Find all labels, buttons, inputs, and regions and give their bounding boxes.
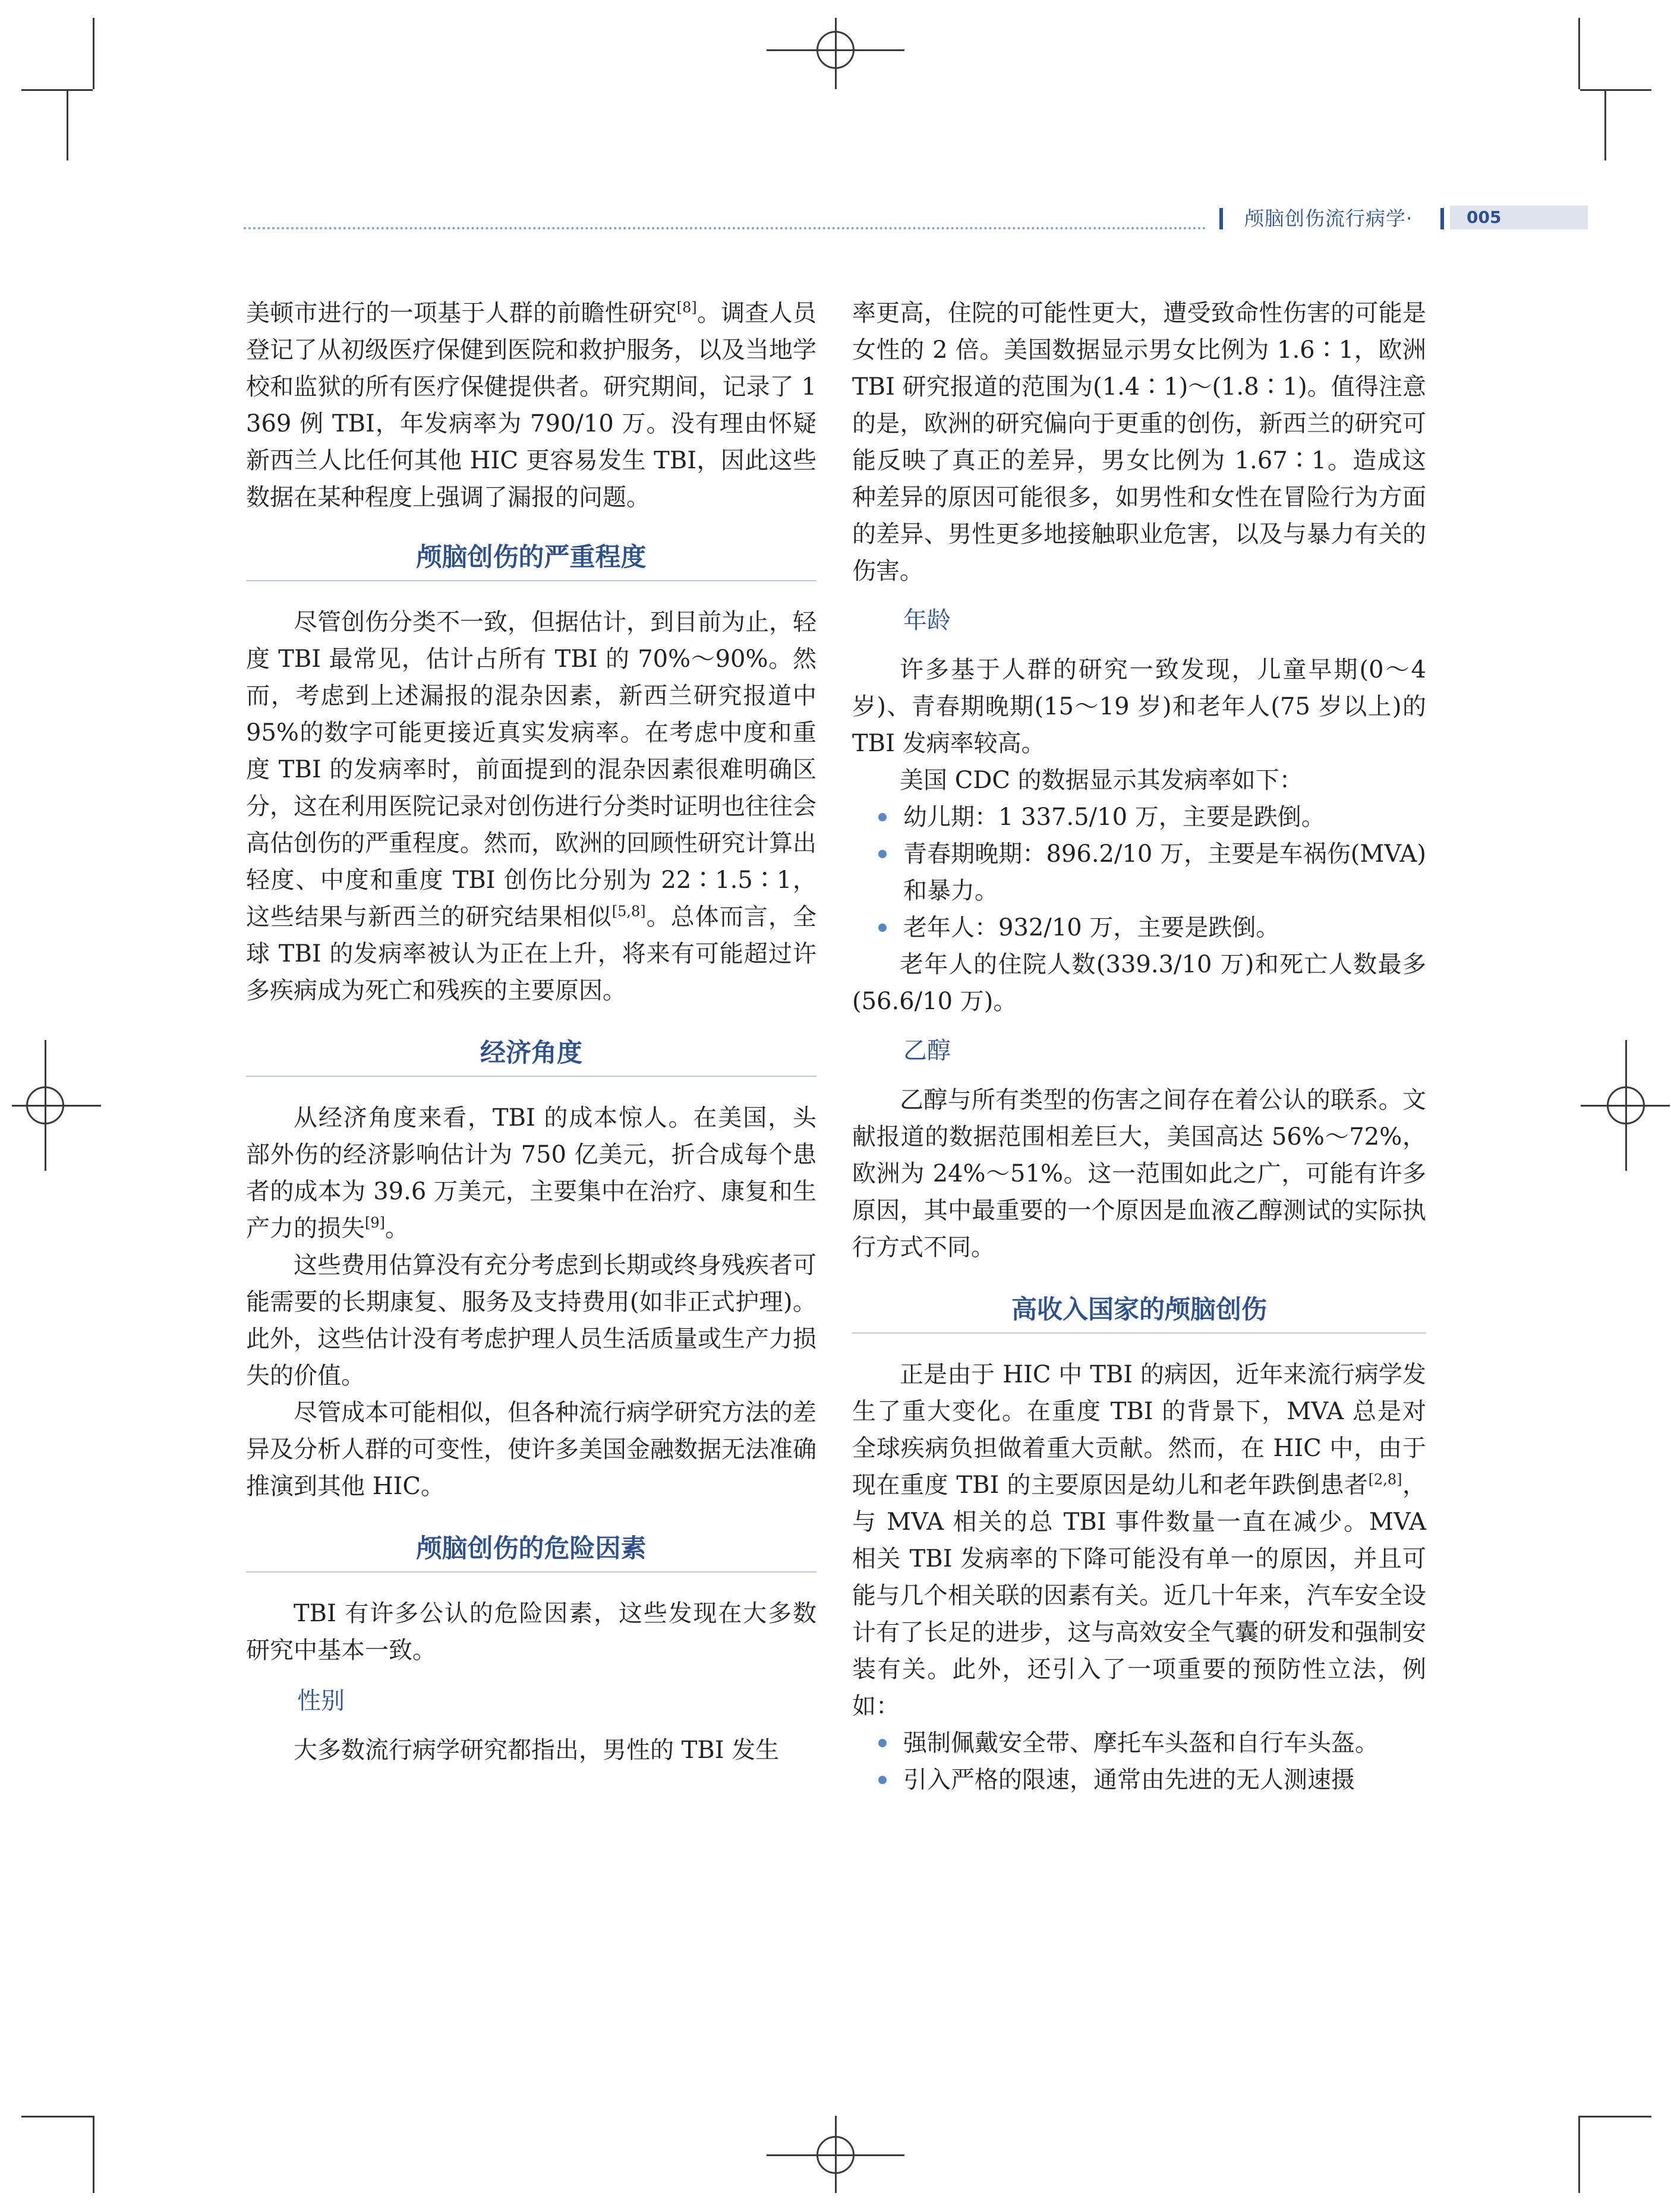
heading-severity: 颅脑创伤的严重程度 [246, 540, 816, 581]
registration-mark [835, 2116, 837, 2193]
subheading-ethanol: 乙醇 [903, 1037, 951, 1064]
list-item: 幼儿期：1 337.5/10 万，主要是跌倒。 [852, 799, 1426, 836]
crop-mark [93, 18, 94, 89]
citation: [8] [676, 299, 697, 316]
heading-risk-factors: 颅脑创伤的危险因素 [246, 1531, 816, 1573]
registration-mark [835, 18, 837, 89]
paragraph-intro-continued: 美顿市进行的一项基于人群的前瞻性研究[8]。调查人员登记了从初级医疗保健到医院和救护服务，以及当地学校和监狱的所有医疗保健提供者。研究期间，记录了 1 369 例 TBI，年发病率为 790/10 万。没有理由怀疑新西兰人比任何其他 HIC 更容易发生 TBI，因此这些数据在某种程度上强调了漏报的问题。 [246, 299, 817, 511]
citation: [2,8] [1368, 1471, 1402, 1488]
heading-economic: 经济角度 [246, 1035, 816, 1077]
list-item: 老年人：932/10 万，主要是跌倒。 [852, 909, 1426, 946]
left-column [246, 295, 816, 1769]
citation: [5,8] [611, 903, 646, 920]
crop-mark [1580, 2116, 1651, 2118]
age-incidence-list [852, 799, 1426, 946]
citation: [9] [365, 1214, 385, 1231]
paragraph-gender: 大多数流行病学研究都指出，男性的 TBI 发生 [294, 1737, 780, 1764]
crop-mark [67, 89, 68, 160]
header-dotted-rule [244, 227, 1206, 229]
crop-mark [1578, 18, 1580, 89]
crop-mark [93, 2116, 94, 2193]
subheading-age: 年龄 [903, 607, 951, 634]
paragraph-risk-factors: TBI 有许多公认的危险因素，这些发现在大多数研究中基本一致。 [246, 1600, 816, 1664]
paragraph-age-3: 老年人的住院人数(339.3/10 万)和死亡人数最多(56.6/10 万)。 [852, 951, 1426, 1015]
page-number: 005 [1467, 207, 1502, 227]
paragraph-economic-1: 从经济角度来看，TBI 的成本惊人。在美国，头部外伤的经济影响估计为 750 亿美元，折合成每个患者的成本为 39.6 万美元，主要集中在治疗、康复和生产力的损失[9]。 [246, 1104, 816, 1242]
registration-mark [1581, 1105, 1670, 1107]
right-column [852, 295, 1426, 1798]
crop-mark [1578, 2116, 1580, 2193]
list-item: 青春期晚期：896.2/10 万，主要是车祸伤(MVA)和暴力。 [852, 836, 1426, 909]
crop-mark [1580, 89, 1651, 91]
crop-mark [21, 2116, 93, 2118]
paragraph-economic-3: 尽管成本可能相似，但各种流行病学研究方法的差异及分析人群的可变性，使许多美国金融数据无法准确推演到其他 HIC。 [246, 1399, 816, 1500]
page-number-box [1450, 206, 1588, 229]
paragraph-economic-2: 这些费用估算没有充分考虑到长期或终身残疾者可能需要的长期康复、服务及支持费用(如非正式护理)。此外，这些估计没有考虑护理人员生活质量或生产力损失的价值。 [246, 1252, 816, 1389]
paragraph-severity: 尽管创伤分类不一致，但据估计，到目前为止，轻度 TBI 最常见，估计占所有 TBI 的 70%～90%。然而，考虑到上述漏报的混杂因素，新西兰研究报道中 95%的数字可能更接近真实发病率。在考虑中度和重度 TBI 的发病率时，前面提到的混杂因素很难明确区分，这在利用医院记录对创伤进行分类时证明也往往会高估创伤的严重程度。然而，欧洲的回顾性研究计算出轻度、中度和重度 TBI 创伤比分别为 22∶1.5∶1，这些结果与新西兰的研究结果相似[5,8]。总体而言，全球 TBI 的发病率被认为正在上升，将来有可能超过许多疾病成为死亡和残疾的主要原因。 [246, 609, 817, 1004]
paragraph-age-2: 美国 CDC 的数据显示其发病率如下： [900, 767, 1303, 794]
running-header-title: 颅脑创伤流行病学· [1244, 207, 1413, 230]
paragraph-age-1: 许多基于人群的研究一致发现，儿童早期(0～4 岁)、青春期晚期(15～19 岁)和老年人(75 岁以上)的 TBI 发病率较高。 [852, 656, 1426, 757]
header-separator [1440, 208, 1444, 229]
paragraph-hic: 正是由于 HIC 中 TBI 的病因，近年来流行病学发生了重大变化。在重度 TBI 的背景下，MVA 总是对全球疾病负担做着重大贡献。然而，在 HIC 中，由于现在重度 TBI 的主要原因是幼儿和老年跌倒患者[2,8]，与 MVA 相关的总 TBI 事件数量一直在减少。MVA 相关 TBI 发病率的下降可能没有单一的原因，并且可能与几个相关联的因素有关。近几十年来，汽车安全设计有了长足的进步，这与高效安全气囊的研发和强制安装有关。此外，还引入了一项重要的预防性立法，例如： [852, 1361, 1427, 1720]
subheading-gender: 性别 [297, 1687, 345, 1715]
crop-mark [21, 89, 93, 91]
list-item: 引入严格的限速，通常由先进的无人测速摄 [852, 1762, 1426, 1798]
header-separator [1219, 208, 1223, 229]
paragraph-gender-continued: 率更高，住院的可能性更大，遭受致命性伤害的可能是女性的 2 倍。美国数据显示男女比例为 1.6∶1，欧洲 TBI 研究报道的范围为(1.4∶1)～(1.8∶1)。值得注意的是，欧洲的研究偏向于更重的创伤，新西兰的研究可能反映了真正的差异，男女比例为 1.67∶1。造成这种差异的原因可能很多，如男性和女性在冒险行为方面的差异、男性更多地接触职业危害，以及与暴力有关的伤害。 [852, 300, 1426, 585]
prevention-list [852, 1725, 1426, 1798]
list-item: 强制佩戴安全带、摩托车头盔和自行车头盔。 [852, 1725, 1426, 1762]
registration-mark [12, 1105, 101, 1107]
heading-hic: 高收入国家的颅脑创伤 [852, 1292, 1426, 1334]
paragraph-ethanol: 乙醇与所有类型的伤害之间存在着公认的联系。文献报道的数据范围相差巨大，美国高达 56%～72%，欧洲为 24%～51%。这一范围如此之广，可能有许多原因，其中最重要的一个原因是血液乙醇测试的实际执行方式不同。 [852, 1086, 1426, 1261]
crop-mark [1604, 89, 1606, 160]
